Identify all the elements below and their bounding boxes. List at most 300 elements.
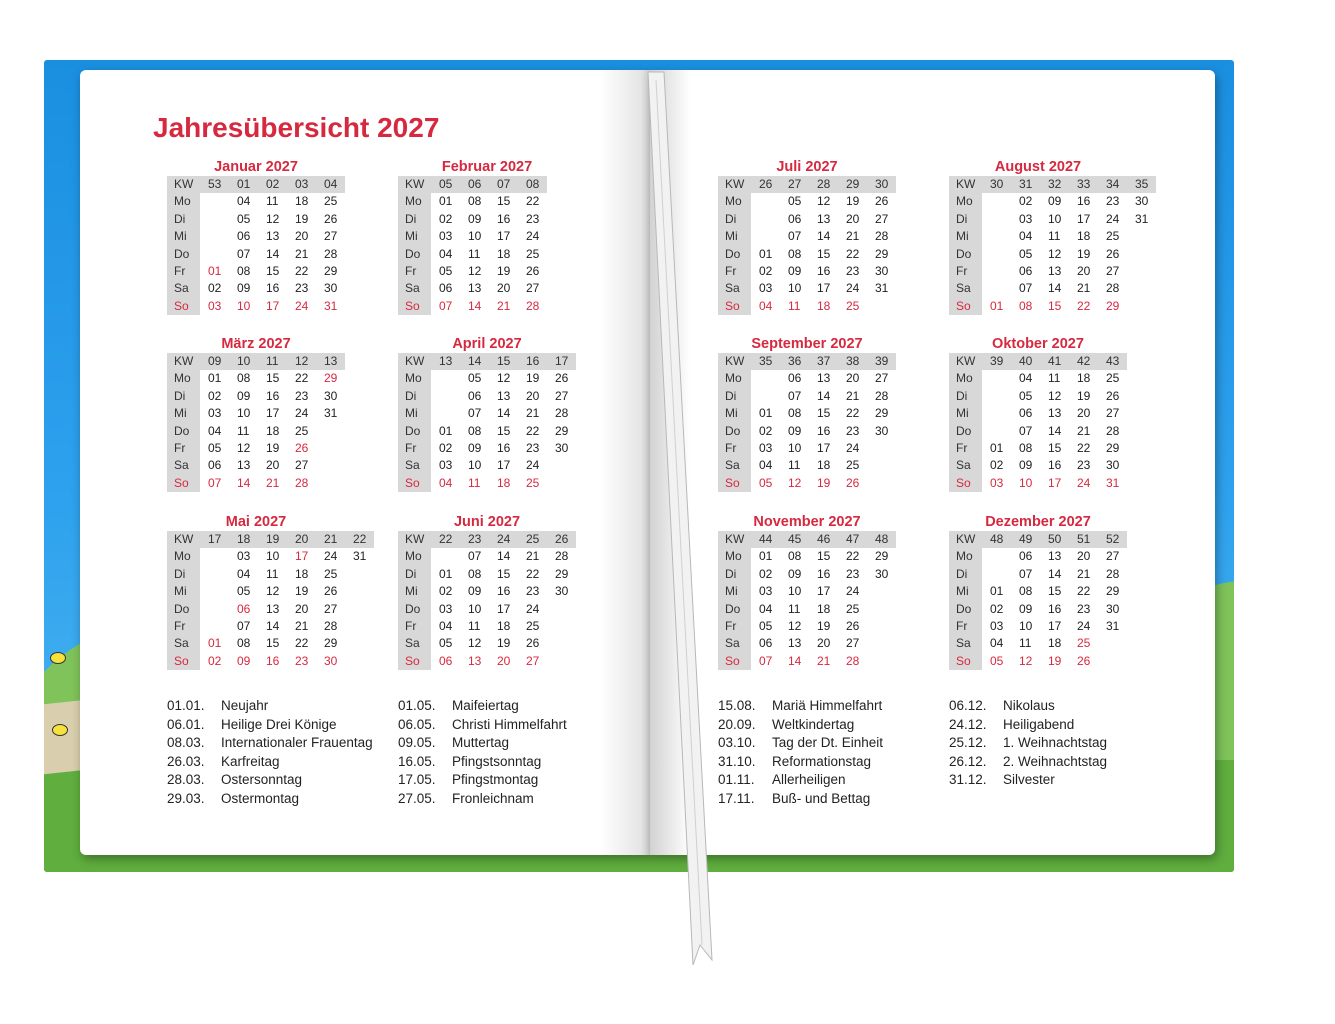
day-cell: 26 bbox=[526, 263, 540, 278]
page-title: Jahresübersicht 2027 bbox=[153, 112, 440, 143]
holiday-name: Christi Himmelfahrt bbox=[452, 716, 567, 732]
week-number: 12 bbox=[287, 353, 316, 370]
day-cell: 05 bbox=[759, 475, 773, 490]
holiday-item bbox=[398, 771, 567, 790]
week-number: 45 bbox=[780, 531, 809, 548]
holiday-name: Heilige Drei Könige bbox=[221, 716, 337, 732]
month-grid bbox=[718, 353, 906, 492]
day-cell: 26 bbox=[1106, 388, 1120, 403]
day-cell: 01 bbox=[759, 549, 773, 564]
weekday-label: Do bbox=[398, 246, 431, 263]
day-cell: 02 bbox=[208, 281, 222, 296]
day-cell: 07 bbox=[759, 653, 773, 668]
day-cell: 12 bbox=[468, 636, 482, 651]
day-cell: 31 bbox=[1106, 475, 1120, 490]
kw-label: KW bbox=[167, 353, 200, 370]
day-cell bbox=[345, 635, 374, 652]
day-cell: 18 bbox=[1077, 371, 1091, 386]
holiday-item bbox=[167, 734, 373, 753]
day-cell bbox=[200, 566, 229, 583]
holiday-name: Heiligabend bbox=[1003, 716, 1075, 732]
day-cell bbox=[200, 618, 229, 635]
day-cell: 27 bbox=[1106, 263, 1120, 278]
day-cell bbox=[316, 440, 345, 457]
day-cell: 10 bbox=[788, 584, 802, 599]
holiday-item bbox=[718, 716, 883, 735]
day-cell: 06 bbox=[759, 636, 773, 651]
month-title: Februar 2027 bbox=[441, 159, 533, 175]
day-cell: 02 bbox=[759, 423, 773, 438]
day-cell: 04 bbox=[759, 298, 773, 313]
month-grid bbox=[398, 531, 586, 670]
month-calendar bbox=[949, 335, 1137, 492]
day-cell bbox=[751, 370, 780, 387]
day-cell: 13 bbox=[1048, 549, 1062, 564]
month-title: Oktober 2027 bbox=[992, 336, 1084, 352]
weekday-label: Di bbox=[167, 566, 200, 583]
week-number: 38 bbox=[838, 353, 867, 370]
week-number: 22 bbox=[431, 531, 460, 548]
day-cell: 04 bbox=[237, 566, 251, 581]
week-number: 24 bbox=[489, 531, 518, 548]
day-cell: 05 bbox=[439, 636, 453, 651]
day-cell: 13 bbox=[1048, 263, 1062, 278]
day-cell: 19 bbox=[526, 371, 540, 386]
day-cell: 20 bbox=[1077, 549, 1091, 564]
weekday-label: Fr bbox=[167, 618, 200, 635]
day-cell: 29 bbox=[324, 636, 338, 651]
day-cell bbox=[751, 193, 780, 210]
day-cell: 31 bbox=[353, 549, 367, 564]
month-title: Juli 2027 bbox=[776, 159, 838, 175]
day-cell: 11 bbox=[468, 475, 481, 490]
day-cell: 27 bbox=[295, 458, 309, 473]
week-number: 25 bbox=[518, 531, 547, 548]
weekday-label: Fr bbox=[398, 440, 431, 457]
day-cell: 02 bbox=[208, 388, 222, 403]
day-cell: 13 bbox=[1048, 406, 1062, 421]
month-calendar bbox=[718, 158, 906, 315]
day-cell: 17 bbox=[295, 549, 309, 564]
week-number: 35 bbox=[751, 353, 780, 370]
day-cell bbox=[982, 246, 1011, 263]
day-cell: 22 bbox=[526, 194, 540, 209]
holiday-list bbox=[398, 697, 567, 808]
day-cell: 18 bbox=[295, 566, 309, 581]
day-cell: 15 bbox=[817, 406, 831, 421]
week-number: 31 bbox=[1011, 176, 1040, 193]
day-cell: 03 bbox=[208, 298, 222, 313]
day-cell: 02 bbox=[990, 601, 1004, 616]
day-cell: 26 bbox=[526, 636, 540, 651]
month-grid bbox=[167, 176, 355, 315]
weekday-label: Sa bbox=[718, 635, 751, 652]
day-cell: 30 bbox=[324, 281, 338, 296]
day-cell bbox=[547, 457, 576, 474]
day-cell bbox=[982, 566, 1011, 583]
holiday-name: Ostersonntag bbox=[221, 772, 303, 787]
day-cell: 14 bbox=[266, 618, 280, 633]
week-number: 42 bbox=[1069, 353, 1098, 370]
holiday-item bbox=[718, 753, 883, 772]
day-cell bbox=[431, 370, 460, 387]
day-cell: 27 bbox=[526, 653, 540, 668]
day-cell: 03 bbox=[439, 458, 453, 473]
weekday-label: Do bbox=[167, 423, 200, 440]
day-cell: 09 bbox=[788, 423, 802, 438]
day-cell: 12 bbox=[788, 618, 802, 633]
day-cell: 17 bbox=[1077, 211, 1091, 226]
day-cell: 15 bbox=[266, 636, 280, 651]
day-cell: 07 bbox=[1019, 423, 1033, 438]
day-cell: 28 bbox=[846, 653, 860, 668]
month-grid bbox=[398, 176, 586, 315]
holiday-date: 06.01. bbox=[167, 716, 205, 732]
weekday-label: Mo bbox=[949, 370, 982, 387]
day-cell: 21 bbox=[266, 475, 280, 490]
weekday-label: Fr bbox=[167, 263, 200, 280]
day-cell: 08 bbox=[1019, 584, 1033, 599]
weekday-label: Di bbox=[949, 211, 982, 228]
holiday-name: 1. Weihnachtstag bbox=[1003, 735, 1108, 750]
month-calendar bbox=[718, 513, 906, 670]
day-cell: 28 bbox=[1106, 566, 1120, 581]
week-number: 08 bbox=[518, 176, 547, 193]
day-cell: 06 bbox=[1019, 406, 1033, 421]
day-cell: 12 bbox=[1019, 653, 1033, 668]
weekday-label: Di bbox=[949, 566, 982, 583]
holiday-name: Pfingstsonntag bbox=[452, 753, 542, 769]
day-cell: 08 bbox=[468, 566, 482, 581]
day-cell bbox=[200, 193, 229, 210]
holiday-date: 17.05. bbox=[398, 772, 436, 787]
day-cell: 31 bbox=[324, 406, 338, 421]
day-cell: 28 bbox=[555, 406, 569, 421]
day-cell bbox=[751, 211, 780, 228]
weekday-label: Mi bbox=[718, 228, 751, 245]
day-cell: 19 bbox=[846, 194, 860, 209]
holiday-date: 28.03. bbox=[167, 772, 205, 787]
day-cell: 09 bbox=[237, 281, 251, 296]
day-cell: 09 bbox=[237, 388, 251, 403]
day-cell bbox=[982, 228, 1011, 245]
holiday-item bbox=[167, 753, 373, 772]
day-cell: 07 bbox=[788, 229, 802, 244]
day-cell: 26 bbox=[555, 371, 569, 386]
weekday-label: Mo bbox=[398, 193, 431, 210]
month-title: September 2027 bbox=[751, 336, 863, 352]
day-cell: 21 bbox=[1077, 423, 1091, 438]
day-cell: 30 bbox=[875, 263, 889, 278]
day-cell: 18 bbox=[266, 423, 280, 438]
week-number: 09 bbox=[200, 353, 229, 370]
kw-label: KW bbox=[167, 176, 200, 193]
week-number: 01 bbox=[229, 176, 258, 193]
day-cell: 31 bbox=[1106, 618, 1120, 633]
kw-label: KW bbox=[718, 176, 751, 193]
day-cell: 21 bbox=[1077, 566, 1091, 581]
day-cell: 18 bbox=[497, 475, 511, 490]
day-cell: 01 bbox=[208, 636, 222, 651]
holiday-date: 25.12. bbox=[949, 735, 987, 750]
day-cell: 28 bbox=[1106, 423, 1120, 438]
month-grid bbox=[949, 353, 1137, 492]
day-cell: 04 bbox=[759, 458, 773, 473]
holiday-date: 01.05. bbox=[398, 698, 436, 713]
weekday-label: Do bbox=[718, 246, 751, 263]
day-cell: 30 bbox=[875, 423, 889, 438]
week-number: 39 bbox=[982, 353, 1011, 370]
day-cell: 14 bbox=[817, 229, 831, 244]
month-grid bbox=[167, 353, 355, 492]
day-cell: 06 bbox=[468, 388, 482, 403]
day-cell bbox=[431, 548, 460, 565]
day-cell: 08 bbox=[788, 549, 802, 564]
day-cell: 07 bbox=[1019, 281, 1033, 296]
week-number: 32 bbox=[1040, 176, 1069, 193]
day-cell bbox=[982, 548, 1011, 565]
day-cell: 15 bbox=[1048, 298, 1062, 313]
day-cell: 30 bbox=[555, 440, 569, 455]
day-cell: 29 bbox=[875, 549, 889, 564]
flower-icon bbox=[52, 724, 68, 736]
day-cell: 08 bbox=[237, 636, 251, 651]
weekday-label: Mo bbox=[398, 548, 431, 565]
day-cell: 29 bbox=[324, 371, 338, 386]
day-cell: 28 bbox=[295, 475, 309, 490]
week-number: 26 bbox=[751, 176, 780, 193]
day-cell: 08 bbox=[237, 263, 251, 278]
day-cell: 23 bbox=[526, 584, 540, 599]
day-cell: 23 bbox=[1106, 194, 1120, 209]
day-cell: 26 bbox=[1077, 653, 1091, 668]
day-cell: 11 bbox=[468, 246, 481, 261]
weekday-label: Mo bbox=[167, 193, 200, 210]
day-cell: 19 bbox=[266, 440, 280, 455]
day-cell: 07 bbox=[788, 388, 802, 403]
weekday-label: Di bbox=[167, 388, 200, 405]
month-grid bbox=[718, 531, 906, 670]
day-cell: 27 bbox=[324, 229, 338, 244]
day-cell: 03 bbox=[759, 584, 773, 599]
day-cell: 27 bbox=[324, 601, 338, 616]
day-cell: 14 bbox=[497, 549, 511, 564]
week-number: 47 bbox=[838, 531, 867, 548]
day-cell: 09 bbox=[1019, 458, 1033, 473]
week-number: 34 bbox=[1098, 176, 1127, 193]
day-cell: 10 bbox=[1019, 475, 1033, 490]
day-cell: 30 bbox=[1106, 601, 1120, 616]
day-cell: 08 bbox=[788, 246, 802, 261]
day-cell: 17 bbox=[497, 458, 511, 473]
day-cell: 05 bbox=[1019, 388, 1033, 403]
day-cell: 06 bbox=[439, 281, 453, 296]
day-cell: 13 bbox=[266, 601, 280, 616]
week-number: 20 bbox=[287, 531, 316, 548]
day-cell: 16 bbox=[266, 388, 280, 403]
month-grid bbox=[398, 353, 586, 492]
week-number: 14 bbox=[460, 353, 489, 370]
day-cell: 09 bbox=[1019, 601, 1033, 616]
month-title: Dezember 2027 bbox=[985, 514, 1091, 530]
day-cell: 10 bbox=[788, 440, 802, 455]
weekday-label: Sa bbox=[398, 635, 431, 652]
day-cell: 07 bbox=[208, 475, 222, 490]
day-cell: 11 bbox=[468, 618, 481, 633]
day-cell: 04 bbox=[1019, 371, 1033, 386]
day-cell: 08 bbox=[1019, 298, 1033, 313]
weekday-label: Sa bbox=[167, 457, 200, 474]
holiday-name: Ostermontag bbox=[221, 790, 300, 806]
holiday-item bbox=[718, 734, 883, 753]
day-cell: 07 bbox=[237, 618, 251, 633]
day-cell: 16 bbox=[1048, 601, 1062, 616]
holiday-item bbox=[949, 716, 1107, 735]
weekday-label: Mi bbox=[718, 583, 751, 600]
day-cell bbox=[316, 457, 345, 474]
day-cell: 24 bbox=[526, 458, 540, 473]
day-cell: 02 bbox=[759, 566, 773, 581]
day-cell: 23 bbox=[526, 440, 540, 455]
day-cell: 22 bbox=[1077, 584, 1091, 599]
day-cell: 26 bbox=[295, 440, 309, 455]
day-cell: 06 bbox=[237, 229, 251, 244]
day-cell: 04 bbox=[759, 601, 773, 616]
weekday-label: So bbox=[949, 298, 982, 315]
day-cell: 11 bbox=[788, 298, 801, 313]
holiday-date: 27.05. bbox=[398, 790, 436, 806]
day-cell: 19 bbox=[817, 618, 831, 633]
day-cell: 24 bbox=[846, 440, 860, 455]
day-cell: 01 bbox=[208, 371, 222, 386]
day-cell: 29 bbox=[1106, 584, 1120, 599]
day-cell: 07 bbox=[468, 549, 482, 564]
day-cell: 10 bbox=[237, 406, 251, 421]
day-cell: 11 bbox=[788, 458, 801, 473]
day-cell bbox=[316, 423, 345, 440]
day-cell bbox=[1127, 263, 1156, 280]
holiday-date: 17.11. bbox=[718, 790, 755, 806]
holiday-item bbox=[718, 697, 883, 716]
weekday-label: Mi bbox=[167, 228, 200, 245]
day-cell: 23 bbox=[295, 388, 309, 403]
day-cell: 19 bbox=[1077, 246, 1091, 261]
day-cell: 16 bbox=[497, 211, 511, 226]
kw-label: KW bbox=[949, 176, 982, 193]
week-number: 15 bbox=[489, 353, 518, 370]
weekday-label: Mi bbox=[398, 583, 431, 600]
day-cell: 20 bbox=[295, 601, 309, 616]
day-cell: 11 bbox=[1048, 371, 1061, 386]
day-cell: 05 bbox=[208, 440, 222, 455]
day-cell: 15 bbox=[266, 371, 280, 386]
week-number: 37 bbox=[809, 353, 838, 370]
day-cell: 21 bbox=[1077, 281, 1091, 296]
week-number: 22 bbox=[345, 531, 374, 548]
day-cell: 22 bbox=[846, 406, 860, 421]
day-cell: 16 bbox=[266, 281, 280, 296]
day-cell: 05 bbox=[439, 263, 453, 278]
day-cell bbox=[1127, 246, 1156, 263]
month-calendar bbox=[398, 158, 586, 315]
day-cell: 27 bbox=[875, 211, 889, 226]
holiday-date: 03.10. bbox=[718, 735, 756, 750]
holiday-date: 26.12. bbox=[949, 753, 987, 769]
day-cell: 01 bbox=[990, 440, 1004, 455]
day-cell: 24 bbox=[846, 584, 860, 599]
holiday-name: Internationaler Frauentag bbox=[221, 735, 373, 750]
day-cell bbox=[1127, 280, 1156, 297]
day-cell: 16 bbox=[1048, 458, 1062, 473]
day-cell: 02 bbox=[208, 653, 222, 668]
day-cell bbox=[867, 583, 896, 600]
weekday-label: Mi bbox=[949, 228, 982, 245]
weekday-label: So bbox=[949, 653, 982, 670]
day-cell bbox=[200, 601, 229, 618]
day-cell: 29 bbox=[875, 406, 889, 421]
week-number: 18 bbox=[229, 531, 258, 548]
day-cell bbox=[200, 246, 229, 263]
holiday-list bbox=[718, 697, 883, 808]
holiday-name: Mariä Himmelfahrt bbox=[772, 698, 883, 713]
day-cell: 12 bbox=[1048, 246, 1062, 261]
month-calendar bbox=[398, 513, 586, 670]
day-cell: 24 bbox=[526, 229, 540, 244]
day-cell: 07 bbox=[468, 406, 482, 421]
weekday-label: Sa bbox=[167, 280, 200, 297]
day-cell: 02 bbox=[1019, 194, 1033, 209]
kw-label: KW bbox=[398, 531, 431, 548]
weekday-label: Fr bbox=[718, 440, 751, 457]
day-cell: 16 bbox=[497, 584, 511, 599]
day-cell: 28 bbox=[324, 246, 338, 261]
weekday-label: Di bbox=[167, 211, 200, 228]
week-number: 48 bbox=[982, 531, 1011, 548]
week-number: 17 bbox=[547, 353, 576, 370]
week-number: 03 bbox=[287, 176, 316, 193]
holiday-item bbox=[718, 790, 883, 809]
day-cell: 18 bbox=[817, 601, 831, 616]
day-cell: 03 bbox=[759, 281, 773, 296]
holiday-name: Buß- und Bettag bbox=[772, 790, 871, 806]
holiday-name: Allerheiligen bbox=[772, 772, 846, 787]
day-cell: 12 bbox=[1048, 388, 1062, 403]
day-cell: 21 bbox=[295, 618, 309, 633]
day-cell bbox=[316, 475, 345, 492]
day-cell: 10 bbox=[266, 549, 280, 564]
day-cell: 01 bbox=[990, 584, 1004, 599]
day-cell: 16 bbox=[817, 566, 831, 581]
day-cell: 02 bbox=[439, 584, 453, 599]
weekday-label: Fr bbox=[167, 440, 200, 457]
day-cell: 01 bbox=[759, 246, 773, 261]
day-cell: 05 bbox=[468, 371, 482, 386]
day-cell: 21 bbox=[817, 653, 831, 668]
month-calendar bbox=[167, 158, 355, 315]
holiday-item bbox=[398, 790, 567, 809]
day-cell: 12 bbox=[788, 475, 802, 490]
day-cell bbox=[547, 653, 576, 670]
month-grid bbox=[949, 531, 1137, 670]
day-cell: 22 bbox=[295, 371, 309, 386]
day-cell: 05 bbox=[1019, 246, 1033, 261]
day-cell: 20 bbox=[295, 229, 309, 244]
month-calendar bbox=[167, 335, 355, 492]
holiday-item bbox=[718, 771, 883, 790]
day-cell: 30 bbox=[1106, 458, 1120, 473]
day-cell: 05 bbox=[237, 584, 251, 599]
day-cell: 07 bbox=[1019, 566, 1033, 581]
